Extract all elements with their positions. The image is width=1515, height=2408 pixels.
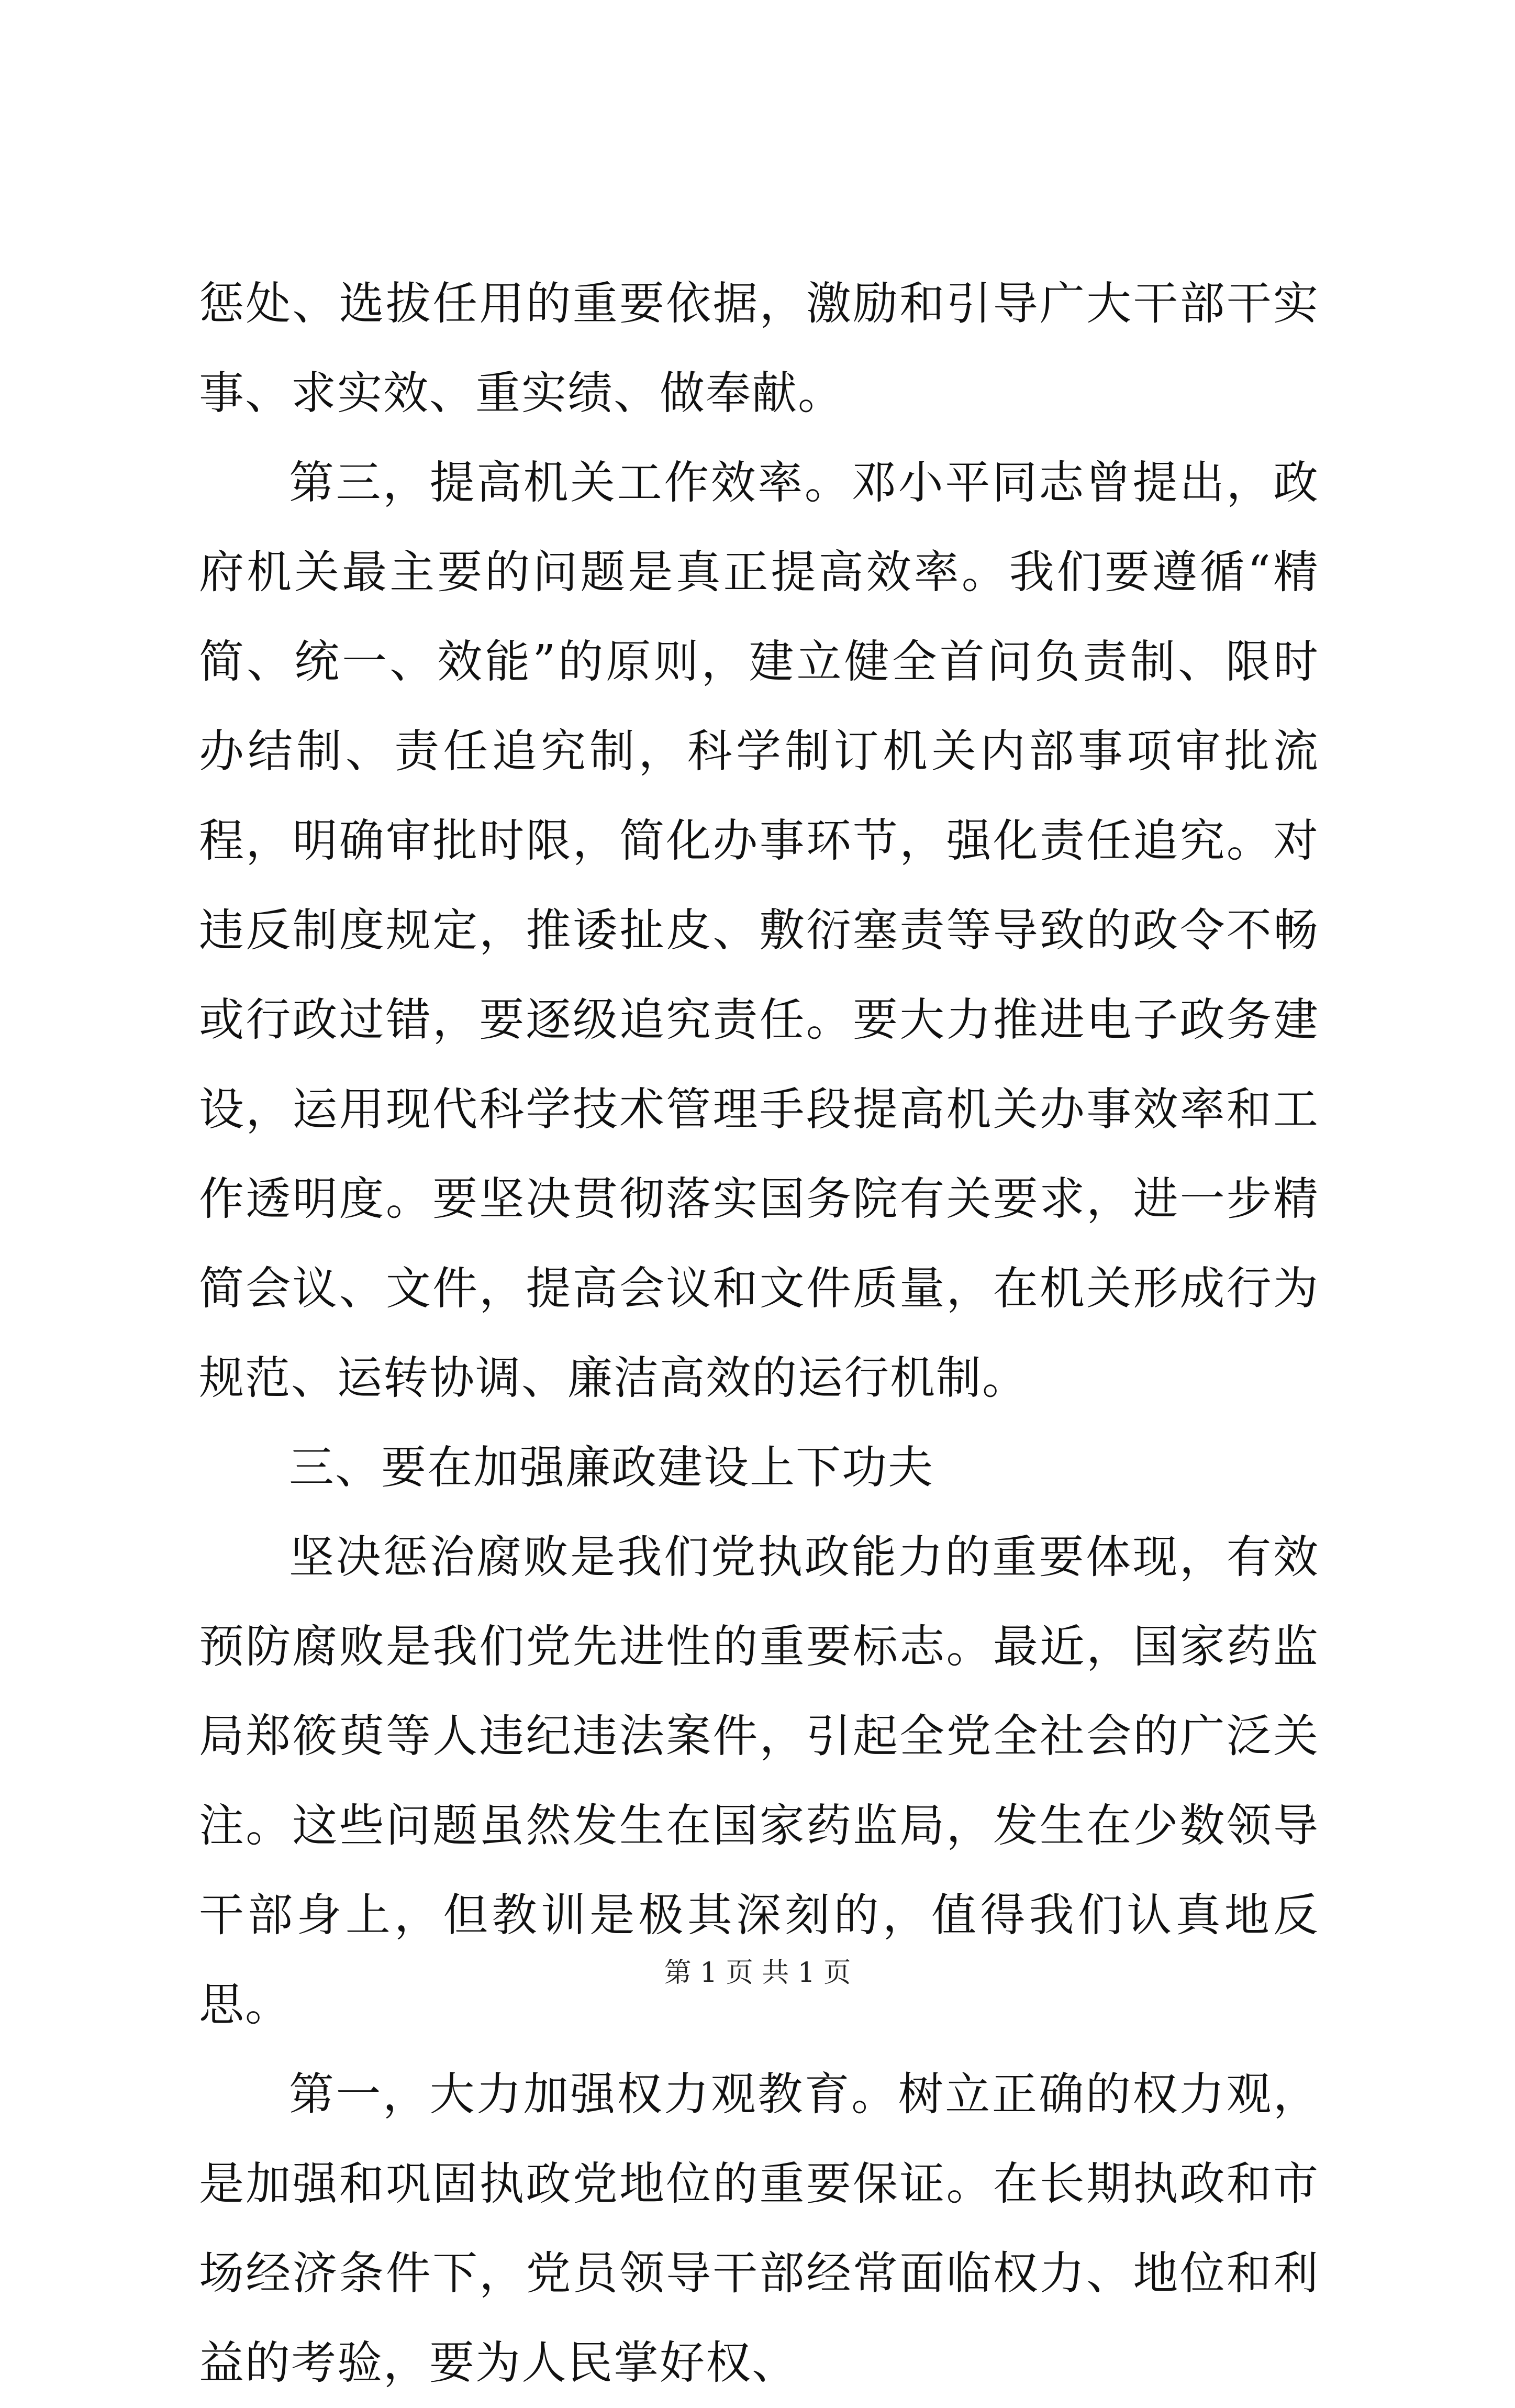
paragraph-anticorruption: 坚决惩治腐败是我们党执政能力的重要体现，有效预防腐败是我们党先进性的重要标志。最近，国家药监局郑筱萸等人违纪违法案件，引起全党全社会的广泛关注。这些问题虽然发生在国家药监局，发生在少数领导干部身上，但教训是极其深刻的，值得我们认真地反思。 bbox=[199, 1531, 1319, 2031]
paragraph-efficiency: 第三，提高机关工作效率。邓小平同志曾提出，政府机关最主要的问题是真正提高效率。我们要遵循“精简、统一、效能”的原则，建立健全首问负责制、限时办结制、责任追究制，科学制订机关内部事项审批流程，明确审批时限，简化办事环节，强化责任追究。对违反制度规定，推诿扯皮、敷衍塞责等导致的政令不畅或行政过错，要逐级追究责任。要大力推进电子政务建设，运用现代科学技术管理手段提高机关办事效率和工作透明度。要坚决贯彻落实国务院有关要求，进一步精简会议、文件，提高会议和文件质量，在机关形成行为规范、运转协调、廉洁高效的运行机制。 bbox=[199, 457, 1319, 1404]
section-heading-integrity: 三、要在加强廉政建设上下功夫 bbox=[289, 1441, 934, 1494]
paragraph-continuation: 惩处、选拔任用的重要依据，激励和引导广大干部干实事、求实效、重实绩、做奉献。 bbox=[199, 278, 1319, 419]
page-number-footer: 第 1 页 共 1 页 bbox=[664, 1957, 851, 1989]
document-body bbox=[199, 259, 1319, 2408]
paragraph-power-education: 第一，大力加强权力观教育。树立正确的权力观，是加强和巩固执政党地位的重要保证。在长期执政和市场经济条件下，党员领导干部经常面临权力、地位和利益的考验，要为人民掌好权、 bbox=[199, 2068, 1319, 2389]
